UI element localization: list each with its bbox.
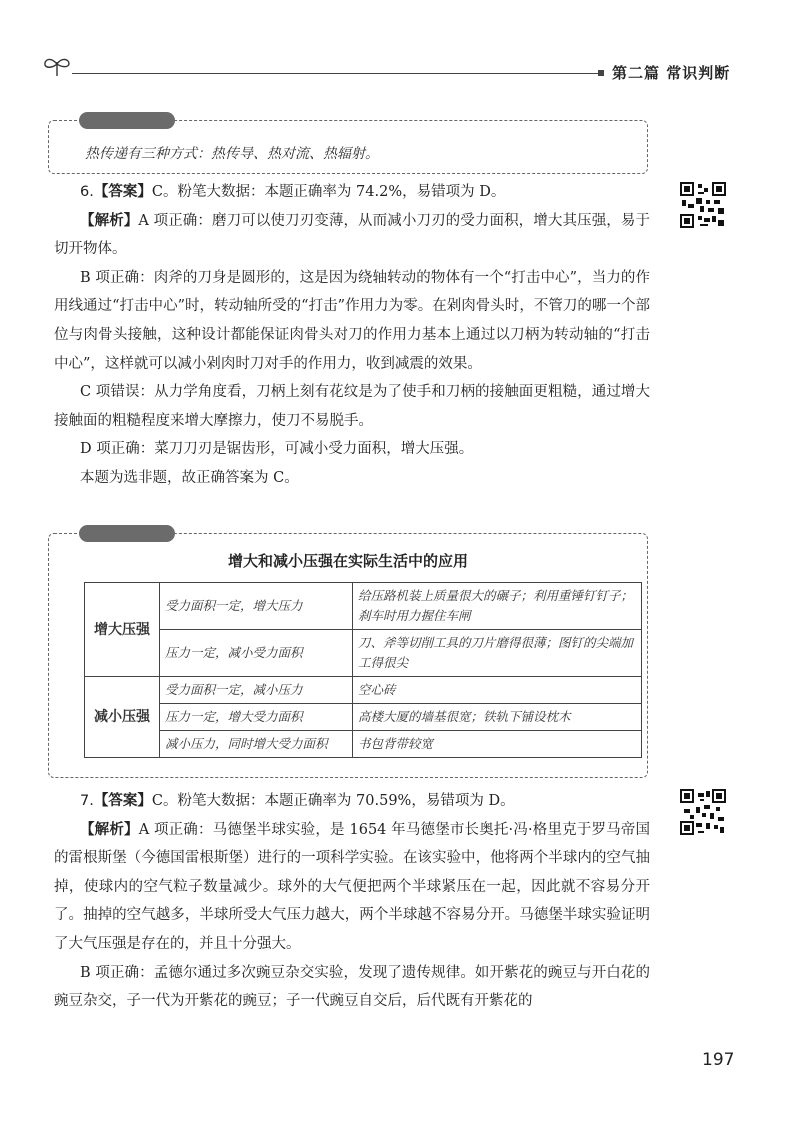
q7-answer-label: 【答案】: [93, 793, 152, 809]
tip-tag: [79, 525, 175, 542]
header-rule-end: [598, 70, 604, 76]
table-cell-condition: 压力一定，减小受力面积: [160, 630, 353, 677]
tip-tag: [79, 112, 175, 129]
table-cell-condition: 减小压力，同时增大受力面积: [160, 731, 353, 758]
question-7: [54, 787, 650, 1016]
q7-analysis-a: [54, 816, 650, 959]
table-cell-condition: 受力面积一定，增大压力: [160, 583, 353, 630]
tip-text: 热传递有三种方式：热传导、热对流、热辐射。: [85, 146, 379, 162]
q6-conclusion: 本题为选非题，故正确答案为 C。: [80, 469, 299, 486]
table-row: [85, 677, 642, 704]
table-cell-example: 高楼大厦的墙基很宽；铁轨下铺设枕木: [353, 704, 642, 731]
q7-answer-text: C。粉笔大数据：本题正确率为 70.59%，易错项为 D。: [151, 793, 515, 809]
q6-analysis-a-text: A 项正确：磨刀可以使刀刃变薄，从而减小刀刃的受力面积，增大其压强，易于切开物体。: [54, 212, 651, 258]
group-decrease-pressure: 减小压强: [85, 677, 160, 758]
question-6: [54, 178, 650, 493]
q7-answer-line: [54, 787, 650, 816]
group-increase-pressure: 增大压强: [85, 583, 160, 677]
table-cell-example: 书包背带较宽: [353, 731, 642, 758]
table-row: [85, 630, 642, 677]
tip-box-heat-transfer: [48, 120, 648, 174]
tip-box-pressure-table: [48, 533, 648, 778]
header-rule: [72, 73, 600, 74]
q6-analysis-label: 【解析】: [80, 212, 139, 229]
chapter-title: 第二篇 常识判断: [612, 64, 731, 82]
q7-option-b: B 项正确：孟德尔通过多次豌豆杂交实验，发现了遗传规律。如开紫花的豌豆与开白花的豌豆杂交，子一代为开紫花的豌豆；子一代豌豆自交后，后代既有开紫花的: [54, 964, 650, 1010]
q7-number: 7.: [80, 793, 94, 809]
q6-option-b: B 项正确：肉斧的刀身是圆形的，这是因为绕轴转动的物体有一个“打击中心”，当力的作用线通过“打击中心”时，转动轴所受的“打击”作用力为零。在剁肉骨头时，不管刀的哪一个部位与肉骨头接触，这种设计都能保证肉骨头对刀的作用力基本上通过以刀柄为转动轴的“打击中心”，这样就可以减小剁肉时刀对手的作用力，收到减震的效果。: [54, 269, 650, 372]
q6-option-c: C 项错误：从力学角度看，刀柄上刻有花纹是为了使手和刀柄的接触面更粗糙，通过增大接触面的粗糙程度来增大摩擦力，使刀不易脱手。: [54, 384, 650, 429]
q6-answer-line: [54, 178, 650, 207]
q7-analysis-a-text: A 项正确：马德堡半球实验，是 1654 年马德堡市长奥托·冯·格里克于罗马帝国的雷根斯堡（今德国雷根斯堡）进行的一项科学实验。在该实验中，他将两个半球内的空气抽掉，使球内的空气粒子数量减少。球外的大气便把两个半球紧压在一起，因此就不容易分开了。抽掉的空气越多，半球所受大气压力越大，两个半球越不容易分开。马德堡半球实验证明了大气压强是存在的，并且十分强大。: [54, 821, 651, 952]
q6-number: 6.: [80, 184, 94, 200]
sprout-icon: [42, 52, 72, 78]
q6-answer-label: 【答案】: [93, 184, 152, 200]
table-cell-example: 空心砖: [353, 677, 642, 704]
table-cell-condition: 受力面积一定，减小压力: [160, 677, 353, 704]
q7-analysis-label: 【解析】: [80, 821, 139, 838]
table-row: [85, 583, 642, 630]
table-row: [85, 704, 642, 731]
table-cell-example: 刀、斧等切削工具的刀片磨得很薄；图钉的尖端加工得很尖: [353, 630, 642, 677]
qr-code-icon[interactable]: [680, 182, 726, 228]
table-cell-condition: 压力一定，增大受力面积: [160, 704, 353, 731]
page-header: [0, 0, 800, 90]
page-number: 197: [702, 1050, 735, 1070]
q6-analysis-a: [54, 207, 650, 264]
pressure-table: [84, 582, 642, 758]
table-title: 增大和减小压强在实际生活中的应用: [227, 552, 468, 570]
q6-option-d: D 项正确：菜刀刀刃是锯齿形，可减小受力面积，增大压强。: [80, 441, 474, 458]
table-cell-example: 给压路机装上质量很大的碾子；利用重锤钉钉子；刹车时用力握住车闸: [353, 583, 642, 630]
table-row: [85, 731, 642, 758]
qr-code-icon[interactable]: [680, 789, 726, 835]
q6-answer-text: C。粉笔大数据：本题正确率为 74.2%，易错项为 D。: [151, 184, 506, 200]
